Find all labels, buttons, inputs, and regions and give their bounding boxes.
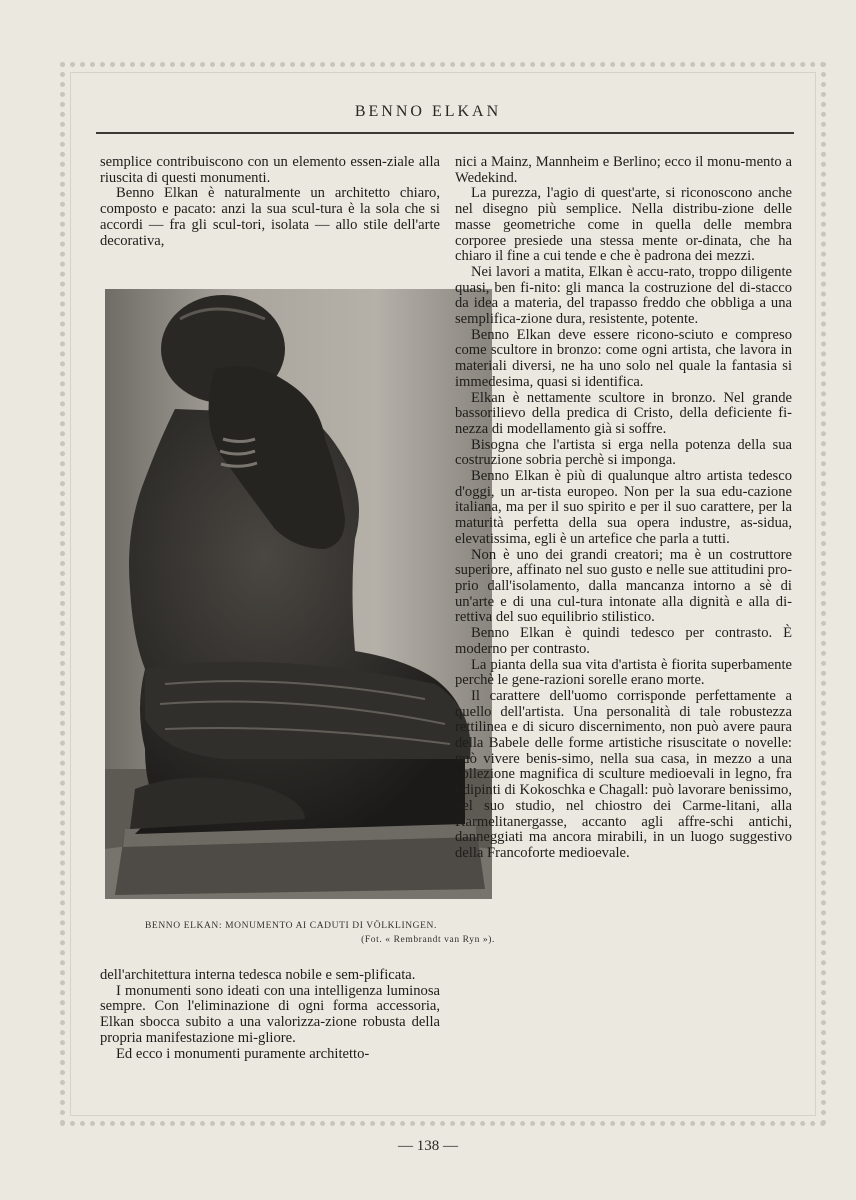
paragraph: Benno Elkan è quindi tedesco per contrasto. È moderno per contrasto. xyxy=(455,625,792,657)
paragraph: Il carattere dell'uomo corrisponde perfettamente a quello dell'artista. Una personalità di tale robustezza rettilinea e di sicuro discernimento, non può avere paura della Babele delle forme artistiche risuscitate o novelle: può vivere benis-simo, nella sua casa, in mezzo a una collezione magnifica di sculture medioevali in legno, fra i dipinti di Kokoschka e Chagall: può lavorare benissimo, nel suo studio, nel chiostro dei Carme-litani, alla Karmelitanergasse, accanto agli affre-schi antichi, danneggiati ma ancora mirabili, in un luogo suggestivo della Francoforte medioevale. xyxy=(455,687,792,861)
paragraph: Nei lavori a matita, Elkan è accu-rato, troppo diligente quasi, ben fi-nito: gli manca la costruzione del di-stacco da idea a materia, del trapasso freddo che obbliga a una semplifica-zione dura, resistente, potente. xyxy=(455,263,792,328)
running-head: BENNO ELKAN xyxy=(354,103,502,120)
page-number: — 138 — xyxy=(398,1138,458,1154)
paragraph: Benno Elkan è più di qualunque altro artista tedesco d'oggi, un ar-tista europeo. Non per la sua edu-cazione italiana, ma per il suo spirito e per il suo carattere, per la maturità perfetta della sua opera industre, as-sidua, elevatissima, egli è un artefice che parla a tutti. xyxy=(455,468,792,547)
paragraph: Benno Elkan deve essere ricono-sciuto e compreso come scultore in bronzo: come ogni artista, che lavora in materiali diversi, ne ha uno solo nel quale la fantasia si immedesima, quasi si identifica. xyxy=(455,326,792,390)
caption-credit: (Fot. « Rembrandt van Ryn »). xyxy=(361,935,495,945)
paragraph: Non è uno dei grandi creatori; ma è un costruttore superiore, affinato nel suo gusto e nelle sue attitudini pro-prio dall'isolamento, dalla mancanza intorno a sè di un'arte e di una cul-tura intonate alla dignità e alla di-rettiva del suo equilibrio stilistico. xyxy=(455,546,792,626)
paragraph: Ed ecco i monumenti puramente architetto- xyxy=(116,1045,370,1062)
paragraph: nici a Mainz, Mannheim e Berlino; ecco il monu-mento a Wedekind. xyxy=(455,154,792,186)
paragraph: dell'architettura interna tedesca nobile e sem-plificata. xyxy=(100,967,416,983)
left-column-bottom xyxy=(100,968,440,1062)
paragraph: Benno Elkan è naturalmente un architetto chiaro, composto e pacato: anzi la sua scul-tura è la sola che si accordi — fra gli scul-tori, isolata — allo stile dell'arte decorativa, xyxy=(100,185,440,249)
paragraph: Bisogna che l'artista si erga nella potenza della sua costruzione sobria perchè si imponga. xyxy=(455,436,792,469)
left-column-top xyxy=(100,155,440,249)
paragraph: I monumenti sono ideati con una intelligenza luminosa sempre. Con l'eliminazione di ogni forma accessoria, Elkan sbocca subito a una valorizza-zione robusta della propria manifestazione mi-gliore. xyxy=(100,982,440,1046)
sculpture-figure-image xyxy=(105,289,492,899)
paragraph: Elkan è nettamente scultore in bronzo. Nel grande bassorilievo della predica di Cristo, della deficiente fi-nezza di modellamento già si soffre. xyxy=(455,389,792,437)
figure-caption xyxy=(105,919,495,947)
sculpture-photograph xyxy=(105,289,492,899)
paragraph: semplice contribuiscono con un elemento essen-ziale alla riuscita di questi monumenti. xyxy=(100,154,440,186)
right-column xyxy=(455,155,792,862)
paragraph: La purezza, l'agio di quest'arte, si riconoscono anche nel disegno più semplice. Nella distribu-zione delle masse geometriche come in quella delle membra corporee presiede una stessa mente or-dinata, che ha chiaro il fine a cui tende e che è padrona dei mezzi. xyxy=(455,185,792,265)
caption-title: BENNO ELKAN: MONUMENTO AI CADUTI DI VÖLKLINGEN. xyxy=(145,921,437,931)
paragraph: La pianta della sua vita d'artista è fiorita superbamente perchè le gene-razioni sorelle erano morte. xyxy=(455,656,792,689)
header-rule xyxy=(96,132,794,134)
